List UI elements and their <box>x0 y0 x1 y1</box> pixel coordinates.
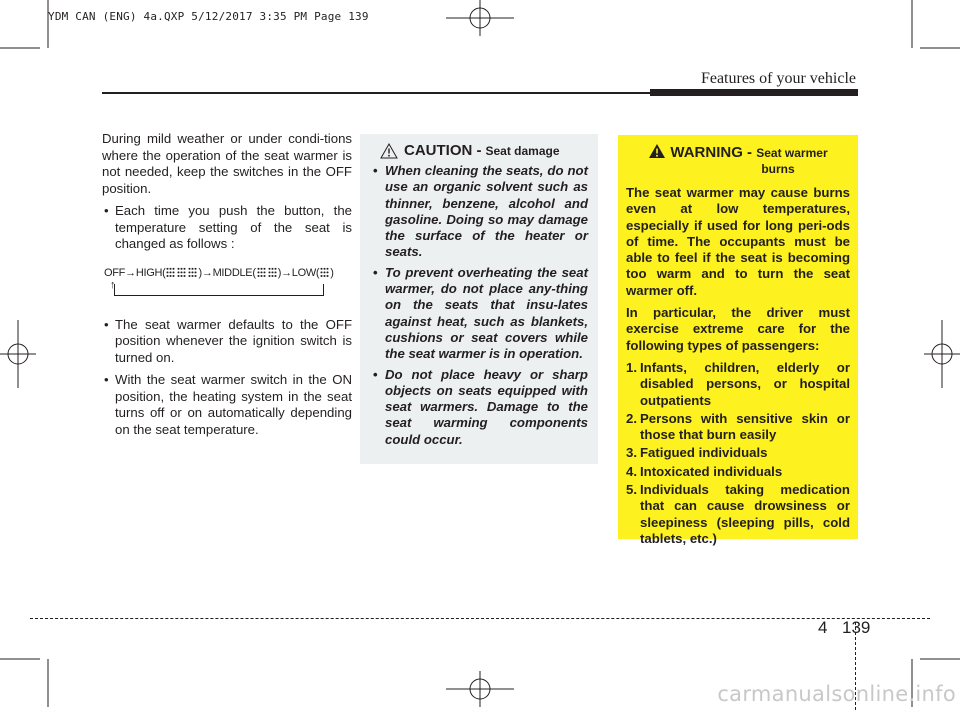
return-loop-line <box>114 284 324 296</box>
sequence-low: LOW( <box>291 266 320 279</box>
arrow-icon: → <box>125 266 136 279</box>
warning-box <box>618 135 858 546</box>
registration-target-right <box>924 320 960 388</box>
heat-level-icon <box>188 267 197 278</box>
warning-list-item: 5. Individuals taking medication that can cause drowsiness or sleepiness (sleeping pills, cold tablets, etc.) <box>626 482 850 546</box>
sequence-text <box>104 265 334 282</box>
sequence-high: HIGH( <box>135 266 166 279</box>
sequence-off: OFF <box>104 266 126 279</box>
warning-paragraph: In particular, the driver must exercise extreme care for the following types of passengers: <box>626 305 850 353</box>
warning-subtitle-2: burns <box>761 162 795 176</box>
up-arrow-icon: ↑ <box>110 278 116 291</box>
intro-paragraph: During mild weather or under condi-tions where the operation of the seat warmer is not needed, keep the switches in the OFF position. <box>102 131 352 196</box>
registration-target-top <box>446 0 514 36</box>
warning-triangle-icon <box>648 143 666 159</box>
caution-item: • Do not place heavy or sharp objects on seats equipped with seat warmers. Damage to the seat warming components could occur. <box>372 367 588 448</box>
heat-level-icon <box>257 267 266 278</box>
heat-level-icon <box>320 267 329 278</box>
watermark: carmanualsonline.info <box>717 682 956 706</box>
caution-item: • When cleaning the seats, do not use an organic solvent such as thinner, benzene, alcohol and gasoline. Doing so may damage the surface of the heater or seats. <box>372 163 588 261</box>
warning-list-item: 4. Intoxicated individuals <box>626 463 783 479</box>
arrow-icon: → <box>201 266 213 279</box>
warning-list-item: 3. Fatigued individuals <box>626 445 768 461</box>
warning-subtitle-1: Seat warmer <box>756 146 828 160</box>
section-title: Features of your vehicle <box>700 70 856 87</box>
warning-heading <box>626 143 850 177</box>
page-number: 139 <box>842 618 871 637</box>
body-column <box>102 131 352 444</box>
sequence-close: ) <box>330 266 334 279</box>
caution-triangle-icon <box>380 143 398 159</box>
sequence-close: ) <box>277 266 282 279</box>
print-header: YDM CAN (ENG) 4a.QXP 5/12/2017 3:35 PM Page 139 <box>48 10 369 23</box>
caution-box <box>360 134 598 464</box>
registration-target-left <box>0 320 36 388</box>
warning-title: WARNING - <box>670 144 753 161</box>
caution-heading <box>372 142 588 159</box>
bullet-default-off: • The seat warmer defaults to the OFF position whenever the ignition switch is turned on. <box>102 317 352 367</box>
temperature-sequence-diagram <box>102 263 352 305</box>
sequence-middle: MIDDLE( <box>212 266 256 279</box>
caution-subtitle: Seat damage <box>485 143 560 158</box>
warning-list-item: 1. Infants, children, elderly or disabled persons, or hospital outpatients <box>626 359 850 408</box>
chapter-number: 4 <box>818 618 828 637</box>
caution-item: • To prevent overheating the seat warmer, do not place any-thing on the seats that insu-lates against heat, such as blankets, cushions or seat covers while the seat warmer is in operation. <box>372 265 588 363</box>
bullet-push-button: • Each time you push the button, the temperature setting of the seat is changed as follows : <box>102 203 352 253</box>
header-rule-accent <box>650 89 858 96</box>
heat-level-icon <box>166 267 175 278</box>
heat-level-icon <box>268 267 277 278</box>
heat-level-icon <box>177 267 186 278</box>
sequence-close: ) <box>198 266 202 279</box>
bullet-auto-heating: • With the seat warmer switch in the ON position, the heating system in the seat turns off or on automatically depending on the seat temperature. <box>102 372 352 438</box>
arrow-icon: → <box>281 266 292 279</box>
caution-title: CAUTION - <box>404 142 482 159</box>
footer-dashed-line <box>30 618 930 619</box>
warning-paragraph: The seat warmer may cause burns even at low temperatures, especially if used for long peri-ods of time. The occupants must be able to feel if the seat is becoming too warm and to turn the seat warmer off. <box>626 185 850 298</box>
warning-list-item: 2. Persons with sensitive skin or those that burn easily <box>626 410 850 443</box>
registration-target-bottom <box>446 671 514 707</box>
